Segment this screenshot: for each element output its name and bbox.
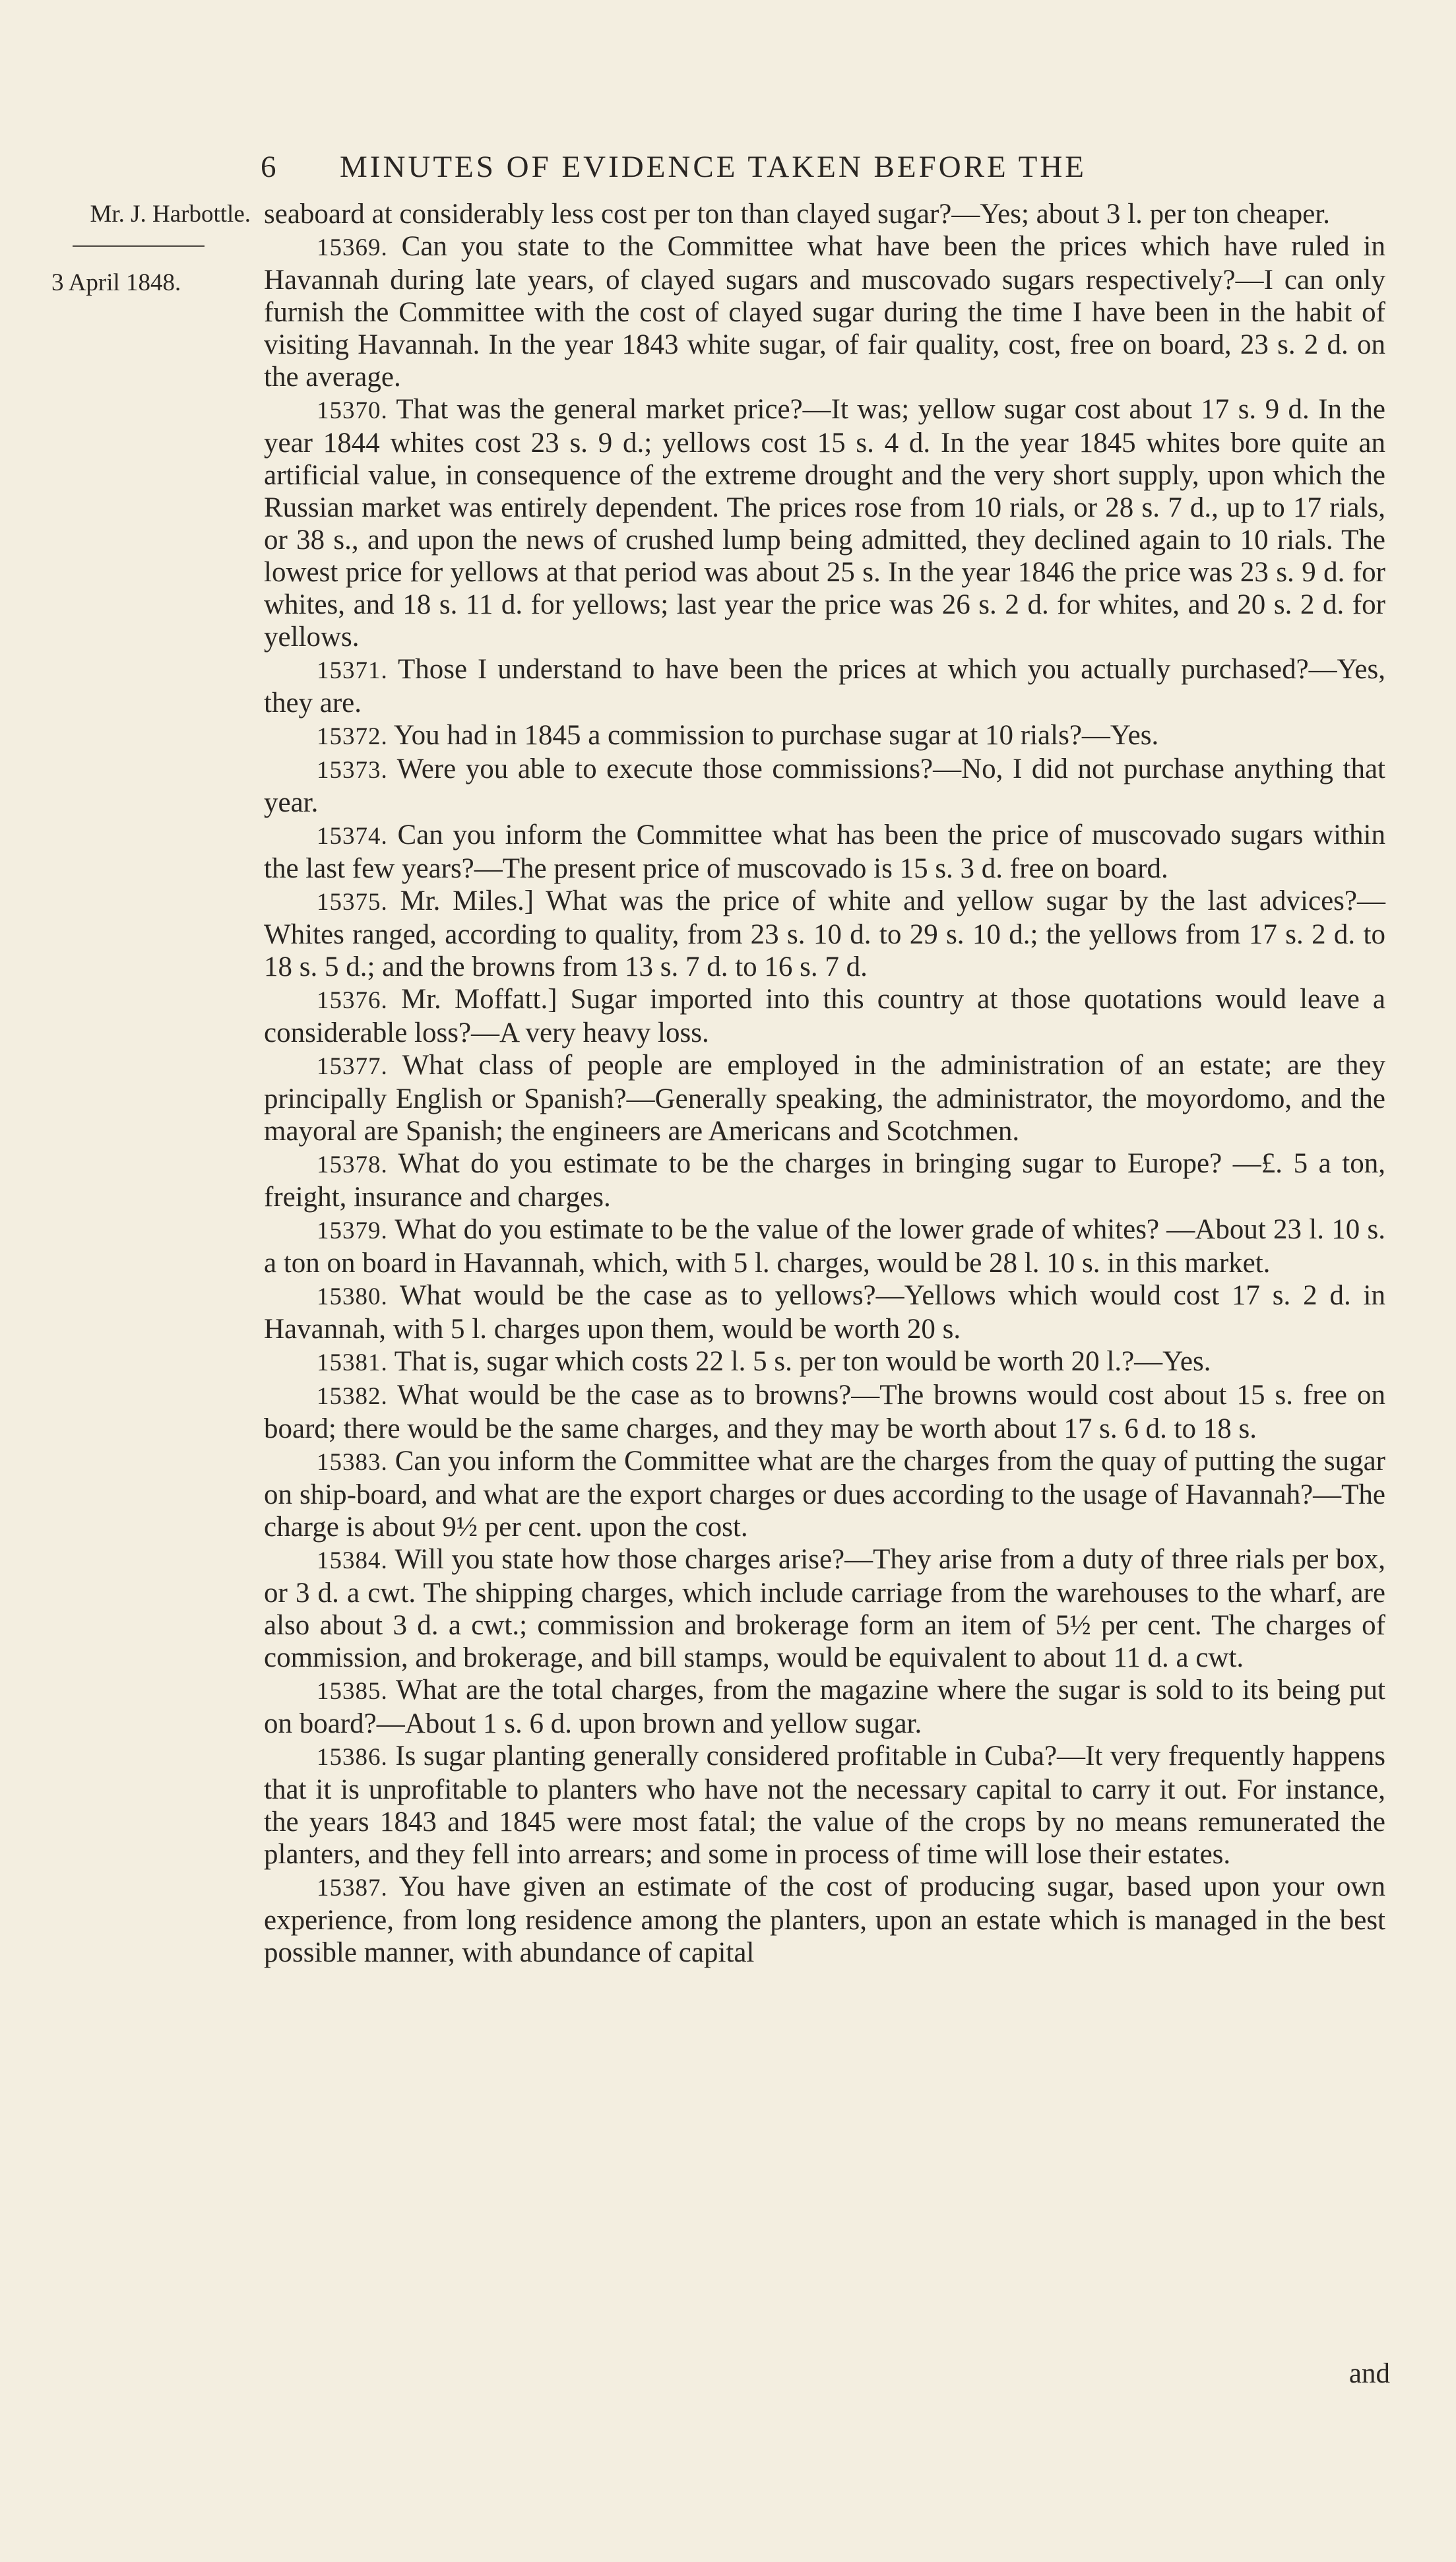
question-paragraph [264, 983, 1385, 1049]
question-paragraph [264, 1147, 1385, 1213]
running-title: MINUTES OF EVIDENCE TAKEN BEFORE THE [340, 150, 1087, 184]
question-number: 15384. [317, 1547, 388, 1574]
question-paragraph [264, 719, 1385, 753]
question-paragraph [264, 885, 1385, 983]
margin-divider [73, 245, 205, 247]
question-number: 15375. [317, 889, 388, 916]
question-paragraph [264, 1740, 1385, 1871]
question-number: 15378. [317, 1151, 388, 1178]
paragraph-text: Mr. Moffatt.] Sugar imported into this country at those quotations would leave a considerable loss?—A very heavy loss. [264, 984, 1386, 1048]
paragraph-text: What do you estimate to be the charges in bringing sugar to Europe? —£. 5 a ton, freight, insurance and charges. [264, 1148, 1385, 1213]
question-number: 15376. [317, 987, 388, 1014]
paragraph-text: What are the total charges, from the magazine where the sugar is sold to its being put on board?—About 1 s. 6 d. upon brown and yellow sugar. [264, 1675, 1385, 1739]
question-number: 15380. [317, 1283, 388, 1310]
paragraph-text: What would be the case as to yellows?—Yellows which would cost 17 s. 2 d. in Havannah, with 5 l. charges upon them, would be worth 20 s. [264, 1280, 1385, 1345]
margin-date: 3 April 1848. [51, 269, 181, 296]
paragraph-text: What would be the case as to browns?—The browns would cost about 15 s. free on board; there would be the same charges, and they may be worth about 17 s. 6 d. to 18 s. [264, 1380, 1385, 1444]
question-number: 15374. [317, 823, 388, 850]
paragraph-text: Were you able to execute those commissions?—No, I did not purchase anything that year. [264, 753, 1385, 818]
question-number: 15370. [317, 397, 388, 424]
question-paragraph [264, 1445, 1385, 1543]
question-number: 15383. [317, 1449, 388, 1476]
question-paragraph [264, 1871, 1385, 1969]
question-number: 15385. [317, 1678, 388, 1705]
paragraph-text: Will you state how those charges arise?—They arise from a duty of three rials per box, or 3 d. a cwt. The shipping charges, which include carriage from the warehouses to the wharf, are also about 3 d. a cwt.; commission and brokerage form an item of 5½ per cent. The charges of commission, and brokerage, and bill stamps, would be equivalent to about 11 d. a cwt. [264, 1544, 1385, 1673]
question-paragraph [264, 753, 1385, 819]
question-number: 15372. [317, 723, 388, 750]
question-paragraph [264, 1379, 1385, 1445]
paragraph-text: Can you inform the Committee what are the charges from the quay of putting the sugar on ship-board, and what are the export charges or dues according to the usage of Havannah?—The charge is about 9½ per cent. upon the cost. [264, 1446, 1386, 1543]
paragraph-text: Can you inform the Committee what has been the price of muscovado sugars within the last few years?—The present price of muscovado is 15 s. 3 d. free on board. [264, 819, 1385, 884]
paragraph-text: That was the general market price?—It was; yellow sugar cost about 17 s. 9 d. In the year 1844 whites cost 23 s. 9 d.; yellows cost 15 s. 4 d. In the year 1845 whites bore quite an artificial value, in consequence of the extreme drought and the very short supply, upon which the Russian market was entirely dependent. The prices rose from 10 rials, or 28 s. 7 d., up to 17 rials, or 38 s., and upon the news of crushed lump being admitted, they declined again to 10 rials. The lowest price for yellows at that period was about 25 s. In the year 1846 the price was 23 s. 9 d. for whites, and 18 s. 11 d. for yellows; last year the price was 26 s. 2 d. for whites, and 20 s. 2 d. for yellows. [264, 394, 1385, 653]
question-paragraph [264, 1213, 1385, 1279]
question-paragraph [264, 1674, 1385, 1740]
question-paragraph [264, 1279, 1385, 1345]
question-number: 15369. [317, 234, 388, 261]
body-text [264, 198, 1385, 1969]
margin-witness-name: Mr. J. Harbottle. [90, 201, 251, 228]
page-number: 6 [261, 150, 279, 184]
paragraph-text: You had in 1845 a commission to purchase sugar at 10 rials?—Yes. [393, 720, 1159, 751]
question-paragraph [264, 1543, 1385, 1674]
question-paragraph [264, 653, 1385, 719]
question-paragraph [264, 1345, 1385, 1379]
question-number: 15382. [317, 1383, 388, 1410]
paragraph-text: Those I understand to have been the prices at which you actually purchased?—Yes, they are. [264, 654, 1385, 719]
paragraph-text: seaboard at considerably less cost per ton than clayed sugar?—Yes; about 3 l. per ton cheaper. [264, 199, 1331, 230]
paragraph-text: You have given an estimate of the cost of producing sugar, based upon your own experience, from long residence among the planters, upon an estate which is managed in the best possible manner, with abundance of capital [264, 1871, 1385, 1968]
question-number: 15377. [317, 1053, 388, 1080]
question-number: 15373. [317, 757, 388, 784]
paragraph [264, 198, 1385, 230]
question-number: 15371. [317, 657, 388, 684]
question-number: 15379. [317, 1217, 388, 1244]
question-paragraph [264, 393, 1385, 653]
catchword: and [1348, 2358, 1390, 2389]
question-paragraph [264, 1049, 1385, 1147]
paragraph-text: Can you state to the Committee what have been the prices which have ruled in Havannah during late years, of clayed sugars and muscovado sugars respectively?—I can only furnish the Committee with the cost of clayed sugar during the time I have been in the habit of visiting Havannah. In the year 1843 white sugar, of fair quality, cost, free on board, 23 s. 2 d. on the average. [264, 231, 1385, 393]
question-paragraph [264, 230, 1385, 393]
paragraph-text: What class of people are employed in the administration of an estate; are they principally English or Spanish?—Generally speaking, the administrator, the moyordomo, and the mayoral are Spanish; the engineers are Americans and Scotchmen. [264, 1050, 1385, 1147]
question-paragraph [264, 819, 1385, 885]
question-number: 15386. [317, 1744, 388, 1771]
paragraph-text: That is, sugar which costs 22 l. 5 s. per ton would be worth 20 l.?—Yes. [394, 1346, 1211, 1377]
paragraph-text: Mr. Miles.] What was the price of white and yellow sugar by the last advices?—Whites ranged, according to quality, from 23 s. 10 d. to 29 s. 10 d.; the yellows from 17 s. 2 d. to 18 s. 5 d.; and the browns from 13 s. 7 d. to 16 s. 7 d. [264, 885, 1385, 982]
question-number: 15387. [317, 1874, 388, 1902]
page-header [261, 144, 1224, 190]
paragraph-text: What do you estimate to be the value of the lower grade of whites? —About 23 l. 10 s. a ton on board in Havannah, which, with 5 l. charges, would be 28 l. 10 s. in this market. [264, 1214, 1385, 1279]
question-number: 15381. [317, 1349, 388, 1376]
paragraph-text: Is sugar planting generally considered profitable in Cuba?—It very frequently happens that it is unprofitable to planters who have not the necessary capital to carry it out. For instance, the years 1843 and 1845 were most fatal; the value of the crops by no means remunerated the planters, and they fell into arrears; and some in process of time will lose their estates. [264, 1741, 1385, 1870]
